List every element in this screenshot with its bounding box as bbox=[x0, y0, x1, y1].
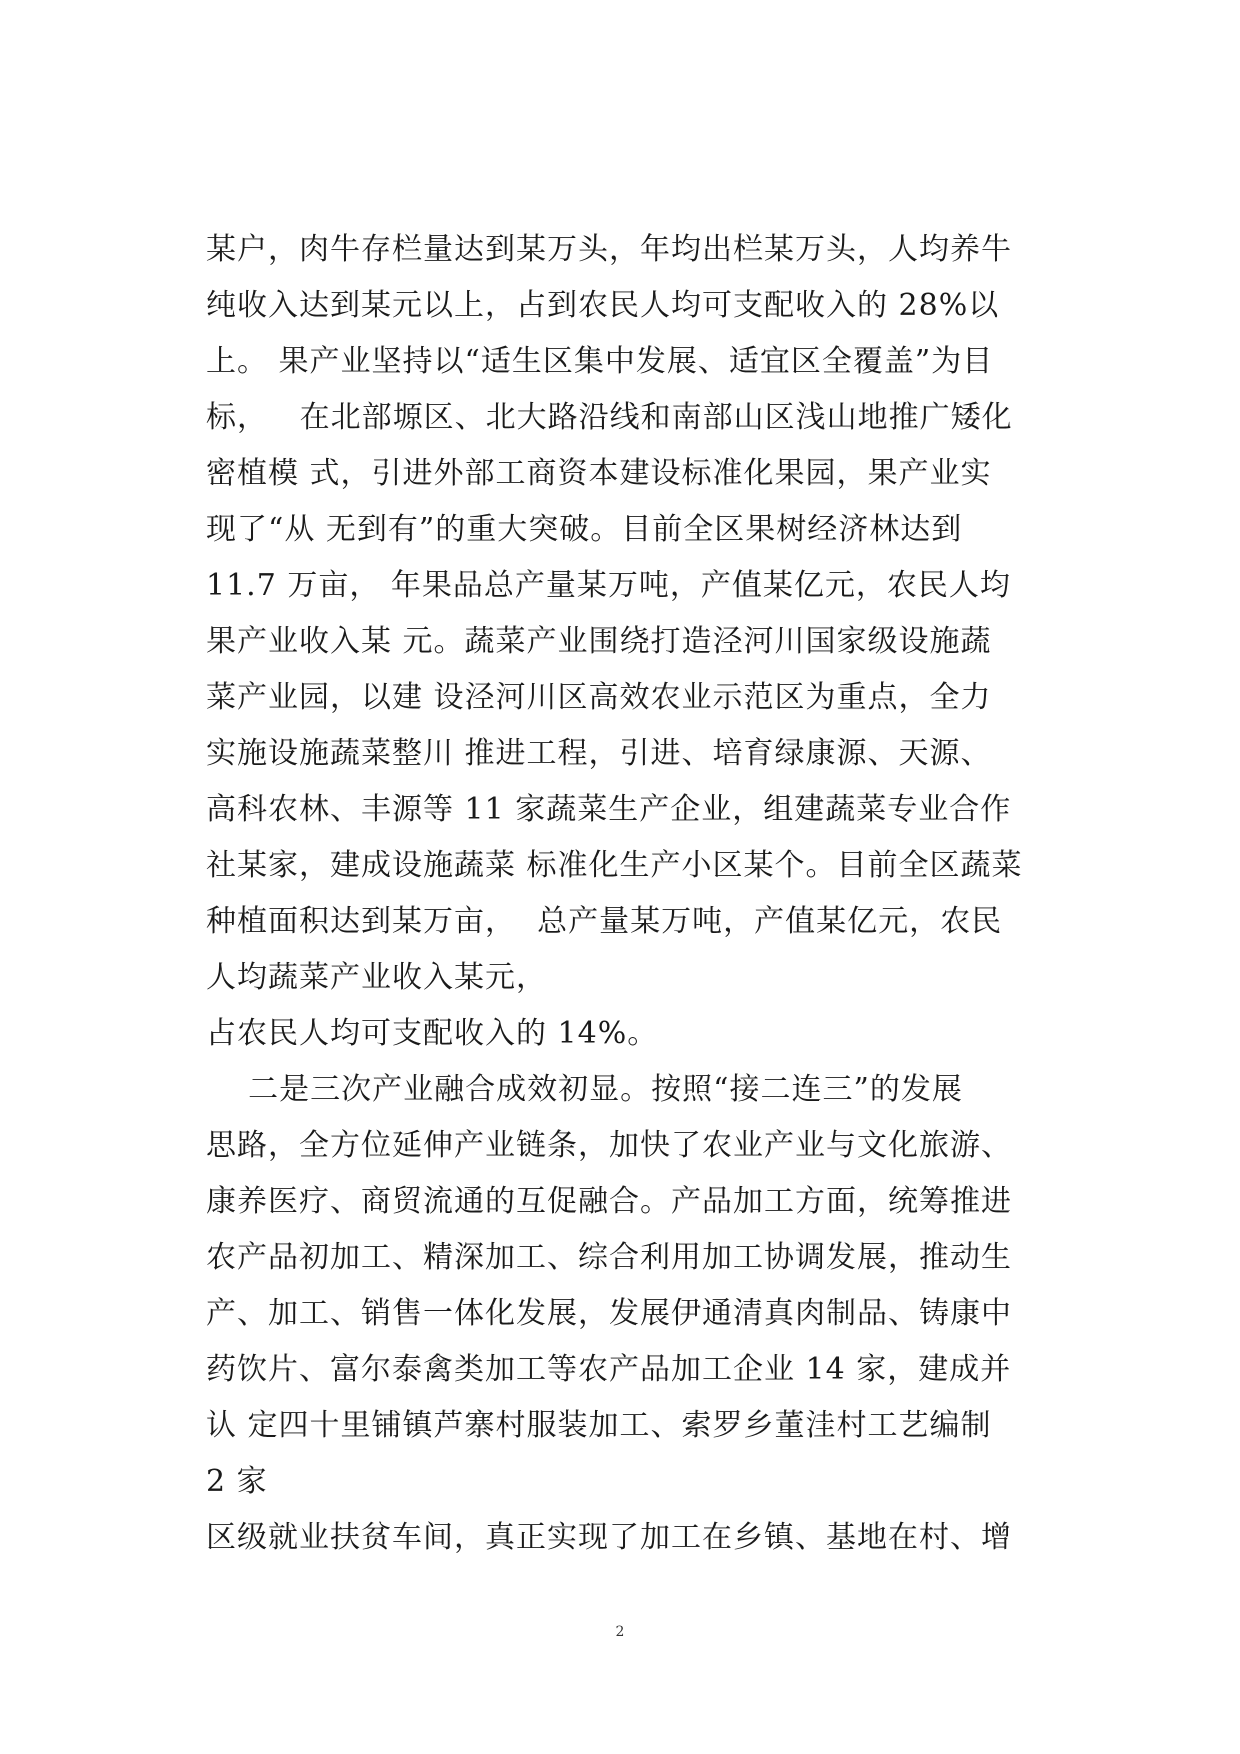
text-line: 农产品初加工、精深加工、综合利用加工协调发展，推动生 bbox=[206, 1240, 1012, 1275]
page-number: 2 bbox=[615, 1624, 625, 1640]
text-line: 区级就业扶贫车间，真正实现了加工在乡镇、基地在村、增 bbox=[206, 1520, 1012, 1555]
text-line: 菜产业园，以建 设泾河川区高效农业示范区为重点，全力 bbox=[206, 680, 992, 715]
text-line: 思路，全方位延伸产业链条，加快了农业产业与文化旅游、 bbox=[206, 1128, 1012, 1163]
text-line: 人均蔬菜产业收入某元， bbox=[206, 960, 547, 995]
text-line: 纯收入达到某元以上，占到农民人均可支配收入的 28%以 bbox=[206, 288, 1000, 323]
text-line: 康养医疗、商贸流通的互促融合。产品加工方面，统筹推进 bbox=[206, 1184, 1012, 1219]
text-line: 社某家，建成设施蔬菜 标准化生产小区某个。目前全区蔬菜 bbox=[206, 848, 1023, 883]
text-line: 标， 在北部塬区、北大路沿线和南部山区浅山地推广矮化 bbox=[206, 400, 1013, 435]
text-line: 实施设施蔬菜整川 推进工程，引进、培育绿康源、天源、 bbox=[206, 736, 992, 771]
text-line: 果产业收入某 元。蔬菜产业围绕打造泾河川国家级设施蔬 bbox=[206, 624, 992, 659]
text-line: 11.7 万亩， 年果品总产量某万吨，产值某亿元，农民人均 bbox=[206, 568, 1011, 603]
text-line: 占农民人均可支配收入的 14%。 bbox=[206, 1016, 659, 1051]
text-line: 上。 果产业坚持以“适生区集中发展、适宜区全覆盖”为目 bbox=[206, 344, 994, 379]
text-line: 2 家 bbox=[206, 1464, 268, 1499]
text-line: 药饮片、富尔泰禽类加工等农产品加工企业 14 家，建成并 bbox=[206, 1352, 1012, 1387]
text-line: 二是三次产业融合成效初显。按照“接二连三”的发展 bbox=[206, 1072, 963, 1107]
text-line: 密植模 式，引进外部工商资本建设标准化果园，果产业实 bbox=[206, 456, 992, 491]
text-line: 认 定四十里铺镇芦寨村服装加工、索罗乡董洼村工艺编制 bbox=[206, 1408, 992, 1443]
body-text bbox=[206, 222, 1086, 1566]
text-line: 现了“从 无到有”的重大突破。目前全区果树经济林达到 bbox=[206, 512, 963, 547]
text-line: 某户，肉牛存栏量达到某万头，年均出栏某万头，人均养牛 bbox=[206, 232, 1012, 267]
text-line: 高科农林、丰源等 11 家蔬菜生产企业，组建蔬菜专业合作 bbox=[206, 792, 1012, 827]
text-line: 产、加工、销售一体化发展，发展伊通清真肉制品、铸康中 bbox=[206, 1296, 1012, 1331]
text-line: 种植面积达到某万亩， 总产量某万吨，产值某亿元，农民 bbox=[206, 904, 1003, 939]
